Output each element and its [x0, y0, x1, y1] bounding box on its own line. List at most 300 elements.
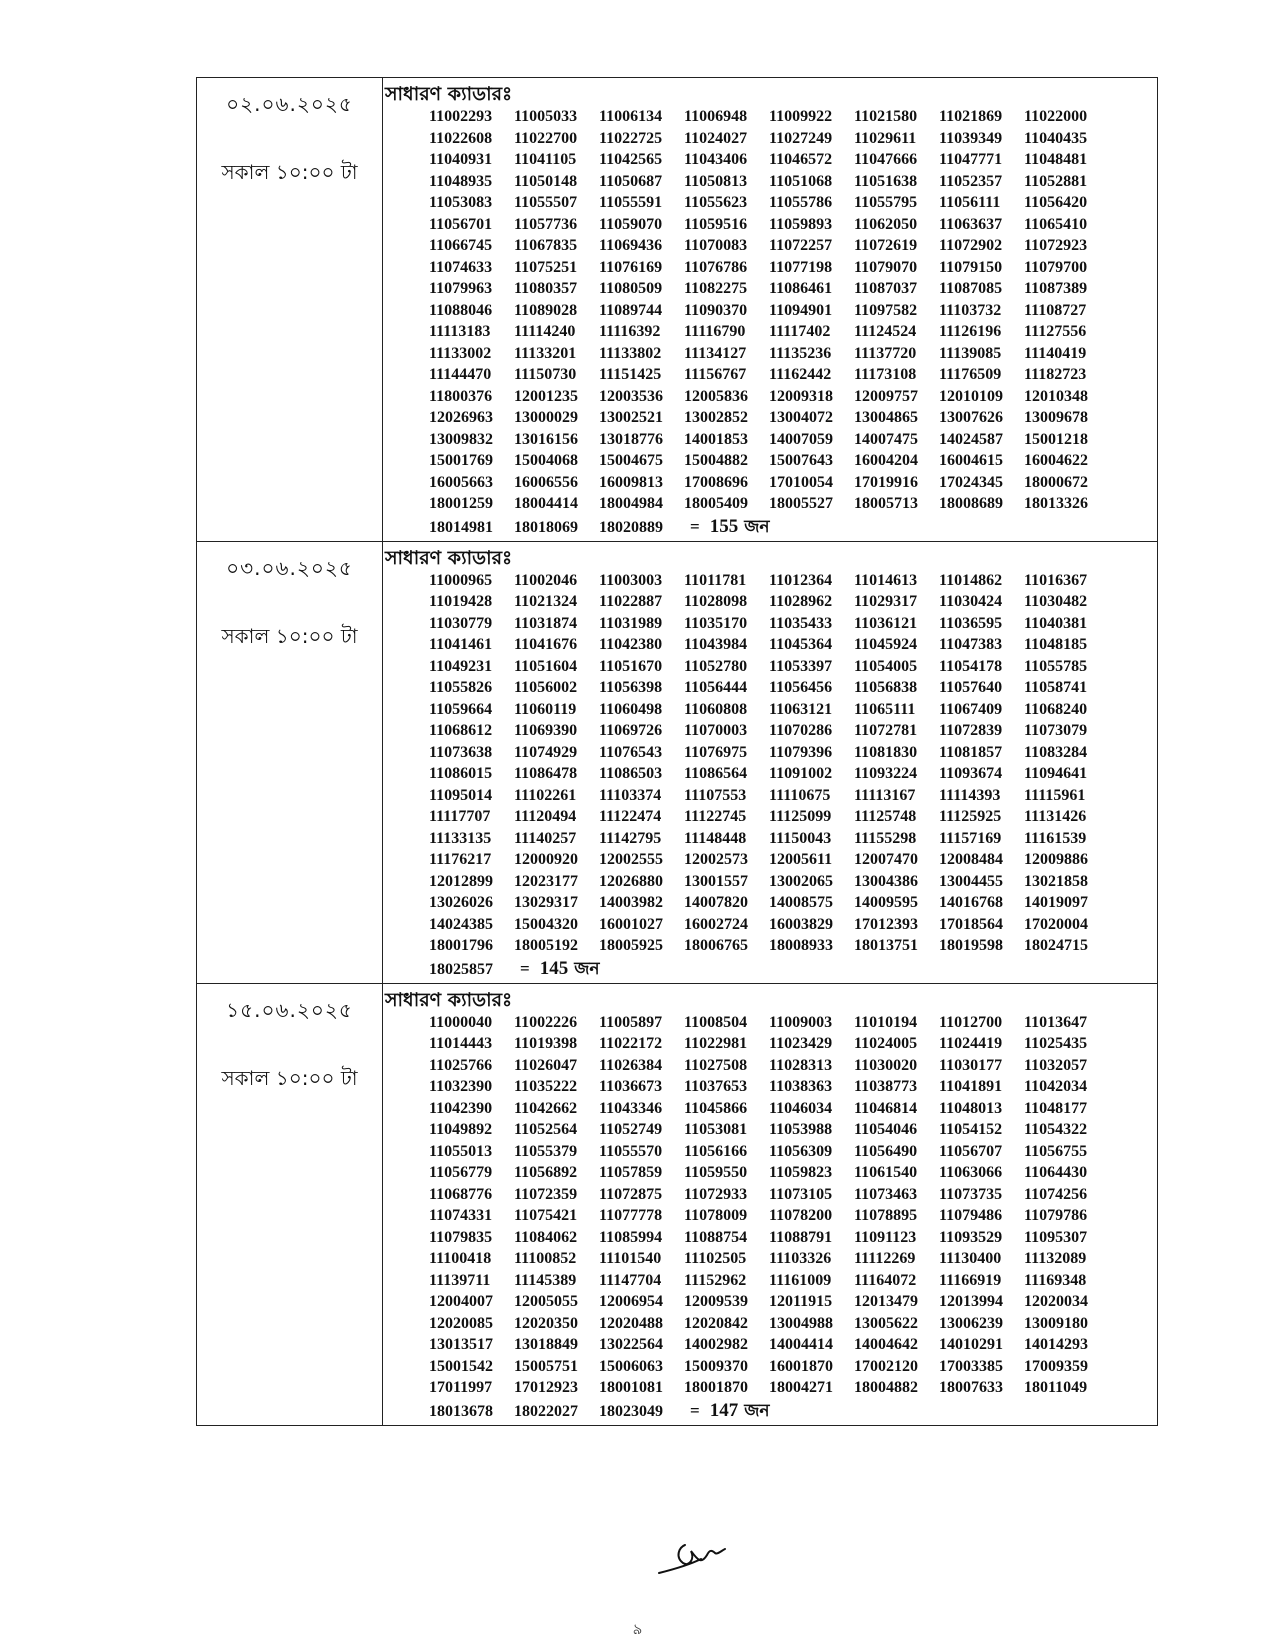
roll-number: 11081830: [854, 743, 918, 761]
roll-number: 11057859: [599, 1164, 663, 1181]
roll-number: 11073463: [854, 1185, 918, 1203]
roll-number: 11050813: [684, 172, 748, 190]
roll-number: 11056309: [769, 1142, 833, 1160]
page-number: ৯: [632, 1620, 643, 1638]
roll-number: 11057736: [514, 215, 578, 233]
roll-number: 11038773: [854, 1078, 918, 1095]
roll-number: 11102261: [514, 786, 577, 804]
roll-number: 18018069: [514, 518, 578, 536]
roll-number: 11072875: [599, 1185, 663, 1203]
roll-number: 11072839: [939, 722, 1003, 739]
roll-number: 11056456: [769, 679, 833, 696]
roll-number: 11022700: [514, 129, 578, 147]
roll-number: 11078009: [684, 1207, 748, 1224]
roll-number: 11041461: [429, 636, 493, 653]
roll-number: 17024345: [939, 473, 1003, 491]
roll-number: 11079835: [429, 1228, 493, 1246]
roll-number: 18023049: [599, 1402, 663, 1420]
roll-number: 11135236: [769, 344, 832, 362]
roll-row: [429, 106, 1157, 128]
roll-row: [429, 472, 1157, 494]
roll-number: 11014613: [854, 571, 918, 589]
roll-number: 17020004: [1024, 915, 1088, 933]
roll-number: 11173108: [854, 366, 917, 383]
roll-number: 12013994: [939, 1293, 1003, 1310]
roll-number: 11054322: [1024, 1121, 1088, 1138]
roll-number: 13002521: [599, 409, 663, 426]
schedule-table: [196, 77, 1158, 1426]
roll-row: [429, 278, 1157, 300]
roll-number: 11117707: [429, 808, 491, 825]
roll-number: 11137720: [854, 344, 917, 362]
roll-number: 11074633: [429, 258, 493, 276]
roll-number: 11060498: [599, 700, 663, 718]
roll-number: 18005192: [514, 937, 578, 954]
roll-number: 11116392: [599, 323, 661, 340]
roll-row: [429, 871, 1157, 893]
roll-number: 13016156: [514, 430, 578, 448]
roll-number: 11038363: [769, 1078, 833, 1095]
roll-number: 11164072: [854, 1271, 917, 1289]
roll-number: 14004414: [769, 1336, 833, 1353]
roll-row: [429, 1162, 1157, 1184]
roll-number: 11103732: [939, 301, 1002, 319]
roll-number: 11161539: [1024, 829, 1087, 847]
roll-number: 13002065: [769, 872, 833, 890]
roll-number: 11070083: [684, 237, 748, 254]
roll-number: 11052780: [684, 657, 748, 675]
roll-number: 11057640: [939, 679, 1003, 696]
roll-row: [429, 128, 1157, 150]
roll-number: 11077198: [769, 258, 833, 276]
roll-number: 11039349: [939, 129, 1003, 147]
roll-number: 11093224: [854, 765, 918, 782]
roll-number: 11076975: [684, 743, 748, 761]
roll-number: 12010348: [1024, 387, 1088, 405]
roll-number: 11076169: [599, 258, 663, 276]
roll-number: 18013326: [1024, 495, 1088, 512]
roll-number: 11026384: [599, 1056, 663, 1074]
roll-number: 11045364: [769, 636, 833, 653]
roll-number: 14009595: [854, 894, 918, 911]
roll-number: 11022000: [1024, 108, 1088, 125]
roll-row: [429, 386, 1157, 408]
roll-number: 11073735: [939, 1185, 1003, 1203]
roll-number: 11059823: [769, 1164, 833, 1181]
roll-number: 18005527: [769, 495, 833, 512]
roll-number: 11102505: [684, 1250, 747, 1267]
roll-number: 11050148: [514, 172, 578, 190]
roll-number: 11097582: [854, 301, 918, 319]
roll-number: 11054178: [939, 657, 1003, 675]
roll-number: 11055826: [429, 679, 493, 696]
roll-number: 11082275: [684, 280, 748, 297]
roll-number: 11006948: [684, 108, 748, 125]
roll-number: 11024419: [939, 1035, 1003, 1052]
roll-number: 11069390: [514, 722, 578, 739]
roll-number: 11156767: [684, 366, 747, 383]
roll-number: 11114240: [514, 323, 576, 340]
roll-row: [429, 235, 1157, 257]
roll-number: 11009003: [769, 1013, 833, 1031]
roll-number: 17008696: [684, 473, 748, 491]
roll-number: 15001769: [429, 452, 493, 469]
roll-number: 11046572: [769, 151, 833, 168]
roll-number: 11139711: [429, 1271, 491, 1289]
roll-number: 14007475: [854, 430, 918, 448]
roll-number: 11133135: [429, 829, 492, 847]
roll-number: 11052749: [599, 1121, 663, 1138]
schedule-row: [197, 78, 1157, 542]
roll-number: 11027249: [769, 129, 833, 147]
exam-date: ০২.০৬.২০২৫: [226, 92, 353, 116]
roll-number: 11030020: [854, 1056, 918, 1074]
roll-number: 11072619: [854, 237, 918, 254]
roll-number: 11054005: [854, 657, 918, 675]
roll-number: 11056111: [939, 194, 1001, 211]
roll-number: 12026880: [599, 872, 663, 890]
total-count: 145: [539, 957, 569, 979]
roll-row: [429, 613, 1157, 635]
roll-row: [429, 699, 1157, 721]
roll-number: 11035433: [769, 614, 833, 632]
roll-number: 13004455: [939, 872, 1003, 890]
roll-row: [429, 1055, 1157, 1077]
roll-number: 11078895: [854, 1207, 918, 1224]
roll-number: 14010291: [939, 1336, 1003, 1353]
roll-number: 11067409: [939, 700, 1003, 718]
roll-number: 11030177: [939, 1056, 1003, 1074]
roll-numbers: [385, 106, 1157, 539]
roll-number: 11113183: [429, 323, 491, 340]
roll-number: 11056002: [514, 679, 578, 696]
roll-number: 11114393: [939, 786, 1001, 804]
roll-row: [429, 1227, 1157, 1249]
total-line: [429, 515, 1157, 539]
roll-number: 11032390: [429, 1078, 493, 1095]
roll-number: 11086564: [684, 765, 748, 782]
roll-number: 11063066: [939, 1164, 1003, 1181]
roll-number: 13009832: [429, 430, 493, 448]
roll-number: 11059070: [599, 215, 663, 233]
roll-number: 11040435: [1024, 129, 1088, 147]
roll-number: 11125748: [854, 808, 917, 825]
roll-number: 11063637: [939, 215, 1003, 233]
roll-row: [429, 634, 1157, 656]
roll-number: 11042034: [1024, 1078, 1088, 1095]
roll-number: 11048013: [939, 1099, 1003, 1117]
roll-number: 11028098: [684, 593, 748, 610]
roll-number: 11072257: [769, 237, 833, 254]
roll-number: 11056166: [684, 1142, 748, 1160]
date-cell: [197, 984, 383, 1425]
roll-number: 11088046: [429, 301, 493, 319]
roll-number: 11166919: [939, 1271, 1002, 1289]
roll-number: 11107553: [684, 786, 747, 804]
roll-number: 11120494: [514, 808, 577, 825]
roll-number: 13005622: [854, 1314, 918, 1332]
roll-number: 11024027: [684, 129, 748, 147]
roll-row: [429, 257, 1157, 279]
roll-number: 18007633: [939, 1379, 1003, 1396]
roll-number: 11059664: [429, 700, 493, 718]
roll-number: 11091123: [854, 1228, 917, 1246]
roll-row: [429, 742, 1157, 764]
roll-number: 11079963: [429, 280, 493, 297]
roll-number: 11115961: [1024, 786, 1086, 804]
roll-number: 13009180: [1024, 1314, 1088, 1332]
roll-number: 11074256: [1024, 1185, 1088, 1203]
roll-number: 11056892: [514, 1164, 578, 1181]
roll-number: 11055623: [684, 194, 748, 211]
roll-number: 18001796: [429, 937, 493, 954]
roll-number: 11056420: [1024, 194, 1088, 211]
roll-number: 11093674: [939, 765, 1003, 782]
date-cell: [197, 542, 383, 983]
roll-number: 15004068: [514, 452, 578, 469]
roll-number: 13000029: [514, 409, 578, 426]
roll-number: 11014443: [429, 1035, 493, 1052]
roll-number: 11047666: [854, 151, 918, 168]
roll-number: 16009813: [599, 473, 663, 491]
roll-number: 18004271: [769, 1379, 833, 1396]
roll-number: 11089744: [599, 301, 663, 319]
roll-number: 14024587: [939, 430, 1003, 448]
roll-number: 11006134: [599, 108, 663, 125]
roll-number: 11041676: [514, 636, 578, 653]
roll-number: 11091002: [769, 765, 833, 782]
roll-number: 11025435: [1024, 1035, 1088, 1052]
roll-number: 17012393: [854, 915, 918, 933]
roll-number: 11086478: [514, 765, 578, 782]
roll-number: 11072902: [939, 237, 1003, 254]
roll-number: 11116790: [684, 323, 746, 340]
roll-number: 14007820: [684, 894, 748, 911]
roll-number: 13001557: [684, 872, 748, 890]
roll-number: 11036673: [599, 1078, 663, 1095]
roll-number: 11046814: [854, 1099, 918, 1117]
roll-number: 11100418: [429, 1250, 492, 1267]
roll-number: 18008689: [939, 495, 1003, 512]
roll-number: 11085994: [599, 1228, 663, 1246]
roll-number: 11072923: [1024, 237, 1088, 254]
date-cell: [197, 78, 383, 541]
roll-number: 14001853: [684, 430, 748, 448]
roll-number: 15009370: [684, 1357, 748, 1375]
roll-row: [429, 806, 1157, 828]
roll-number: 17018564: [939, 915, 1003, 933]
roll-number: 11043406: [684, 151, 748, 168]
roll-number: 14014293: [1024, 1336, 1088, 1353]
roll-number: 18013678: [429, 1402, 493, 1420]
roll-number: 11054152: [939, 1121, 1003, 1138]
roll-number: 11021324: [514, 593, 578, 610]
roll-number: 11122474: [599, 808, 662, 825]
roll-number: 11147704: [599, 1271, 662, 1289]
roll-number: 18001259: [429, 495, 493, 512]
roll-number: 11063121: [769, 700, 833, 718]
exam-date: ১৫.০৬.২০২৫: [226, 997, 353, 1022]
total-count: 147: [709, 1399, 739, 1421]
roll-number: 11056490: [854, 1142, 918, 1160]
roll-number: 11110675: [769, 786, 831, 804]
roll-number: 11000965: [429, 571, 493, 589]
schedule-row: [197, 542, 1157, 984]
roll-number: 13006239: [939, 1314, 1003, 1332]
exam-time: সকাল ১০:০০ টা: [221, 1065, 358, 1090]
roll-number: 11075421: [514, 1207, 578, 1224]
roll-number: 11035170: [684, 614, 748, 632]
roll-number: 11124524: [854, 323, 917, 340]
roll-number: 11079486: [939, 1207, 1003, 1224]
roll-number: 14003982: [599, 894, 663, 911]
roll-number: 11051670: [599, 657, 663, 675]
roll-number: 11042390: [429, 1099, 493, 1117]
roll-number: 18000672: [1024, 473, 1088, 491]
roll-number: 11055507: [514, 194, 578, 211]
roll-number: 11005033: [514, 108, 578, 125]
roll-number: 12002573: [684, 851, 748, 868]
roll-number: 16002724: [684, 915, 748, 933]
roll-number: 11055013: [429, 1142, 493, 1160]
roll-number: 11036595: [939, 614, 1003, 632]
roll-number: 11019428: [429, 593, 493, 610]
roll-row: [429, 591, 1157, 613]
roll-row: [429, 429, 1157, 451]
roll-number: 11140419: [1024, 344, 1087, 362]
roll-number: 11076543: [599, 743, 663, 761]
roll-number: 11060808: [684, 700, 748, 718]
roll-row: [429, 407, 1157, 429]
roll-number: 11182723: [1024, 366, 1087, 383]
roll-number: 11053081: [684, 1121, 748, 1138]
roll-number: 11122745: [684, 808, 747, 825]
roll-number: 13004988: [769, 1314, 833, 1332]
roll-number: 11040381: [1024, 614, 1088, 632]
roll-number: 11023429: [769, 1035, 833, 1052]
roll-number: 12020085: [429, 1314, 493, 1332]
roll-number: 13018849: [514, 1336, 578, 1353]
roll-number: 11086503: [599, 765, 663, 782]
roll-number: 11010194: [854, 1013, 918, 1031]
roll-row: [429, 321, 1157, 343]
roll-number: 11084062: [514, 1228, 578, 1246]
roll-row: [429, 192, 1157, 214]
roll-number: 11070286: [769, 722, 833, 739]
roll-number: 12009539: [684, 1293, 748, 1310]
roll-number: 11046034: [769, 1099, 833, 1117]
roll-number: 11053083: [429, 194, 493, 211]
roll-number: 18001870: [684, 1379, 748, 1396]
roll-number: 12011915: [769, 1293, 833, 1310]
roll-number: 11029611: [854, 129, 917, 147]
roll-number: 11050687: [599, 172, 663, 190]
roll-number: 11095307: [1024, 1228, 1088, 1246]
roll-number: 11073079: [1024, 722, 1088, 739]
roll-number: 11079150: [939, 258, 1003, 276]
roll-number: 11022981: [684, 1035, 748, 1052]
roll-number: 11024005: [854, 1035, 918, 1052]
roll-number: 11155298: [854, 829, 917, 847]
roll-number: 11031874: [514, 614, 578, 632]
roll-number: 11133201: [514, 344, 577, 362]
roll-number: 11047771: [939, 151, 1003, 168]
roll-number: 11142795: [599, 829, 662, 847]
roll-number: 11132089: [1024, 1250, 1087, 1267]
roll-number: 11074331: [429, 1207, 493, 1224]
roll-row: [429, 1012, 1157, 1034]
roll-row: [429, 493, 1157, 515]
roll-number: 11055570: [599, 1142, 663, 1160]
roll-number: 13021858: [1024, 872, 1088, 890]
roll-number: 11134127: [684, 344, 747, 362]
roll-number: 11028313: [769, 1056, 833, 1074]
roll-number: 18005925: [599, 937, 663, 954]
roll-number: 11079396: [769, 743, 833, 761]
roll-number: 11043984: [684, 636, 748, 653]
roll-row: [429, 1033, 1157, 1055]
roll-number: 11140257: [514, 829, 577, 847]
roll-number: 11030482: [1024, 593, 1088, 610]
roll-number: 11040931: [429, 151, 493, 168]
roll-number: 18020889: [599, 518, 663, 536]
roll-row: [429, 171, 1157, 193]
roll-number: 11005897: [599, 1013, 663, 1031]
roll-number: 12005836: [684, 387, 748, 405]
roll-number: 11059893: [769, 215, 833, 233]
roll-number: 11012364: [769, 571, 833, 589]
total-unit: জন: [744, 1400, 770, 1421]
exam-date: ০৩.০৬.২০২৫: [226, 555, 353, 580]
roll-row: [429, 1377, 1157, 1399]
roll-row: [429, 1119, 1157, 1141]
roll-number: 11042662: [514, 1099, 578, 1117]
roll-number: 11056398: [599, 679, 663, 696]
roll-row: [429, 828, 1157, 850]
roll-number: 12002555: [599, 851, 663, 868]
roll-number: 11094641: [1024, 765, 1088, 782]
roll-number: 17012923: [514, 1379, 578, 1396]
roll-number: 13004072: [769, 409, 833, 426]
roll-number: 12012899: [429, 872, 493, 890]
roll-number: 11145389: [514, 1271, 577, 1289]
roll-number: 11043346: [599, 1099, 663, 1117]
roll-number: 11022725: [599, 129, 663, 147]
roll-number: 11002226: [514, 1013, 578, 1031]
roll-number: 11133802: [599, 344, 662, 362]
roll-row: [429, 720, 1157, 742]
roll-number: 17003385: [939, 1357, 1003, 1375]
roll-number: 11048185: [1024, 636, 1088, 653]
roll-number: 11073638: [429, 743, 493, 761]
roll-number: 11075251: [514, 258, 578, 276]
roll-number: 11028962: [769, 593, 833, 610]
cadre-heading: সাধারণ ক্যাডারঃ: [385, 83, 513, 105]
roll-number: 18006765: [684, 937, 748, 954]
roll-number: 16003829: [769, 915, 833, 933]
roll-number: 11053397: [769, 657, 833, 675]
roll-number: 14019097: [1024, 894, 1088, 911]
roll-number: 11009922: [769, 108, 833, 125]
roll-number: 11055786: [769, 194, 833, 211]
roll-row: [429, 343, 1157, 365]
roll-number: 11103374: [599, 786, 662, 804]
roll-number: 11131426: [1024, 808, 1087, 825]
roll-number: 11059516: [684, 215, 748, 233]
roll-number: 16001027: [599, 915, 663, 933]
roll-number: 15001542: [429, 1357, 493, 1375]
roll-number: 11152962: [684, 1271, 747, 1289]
